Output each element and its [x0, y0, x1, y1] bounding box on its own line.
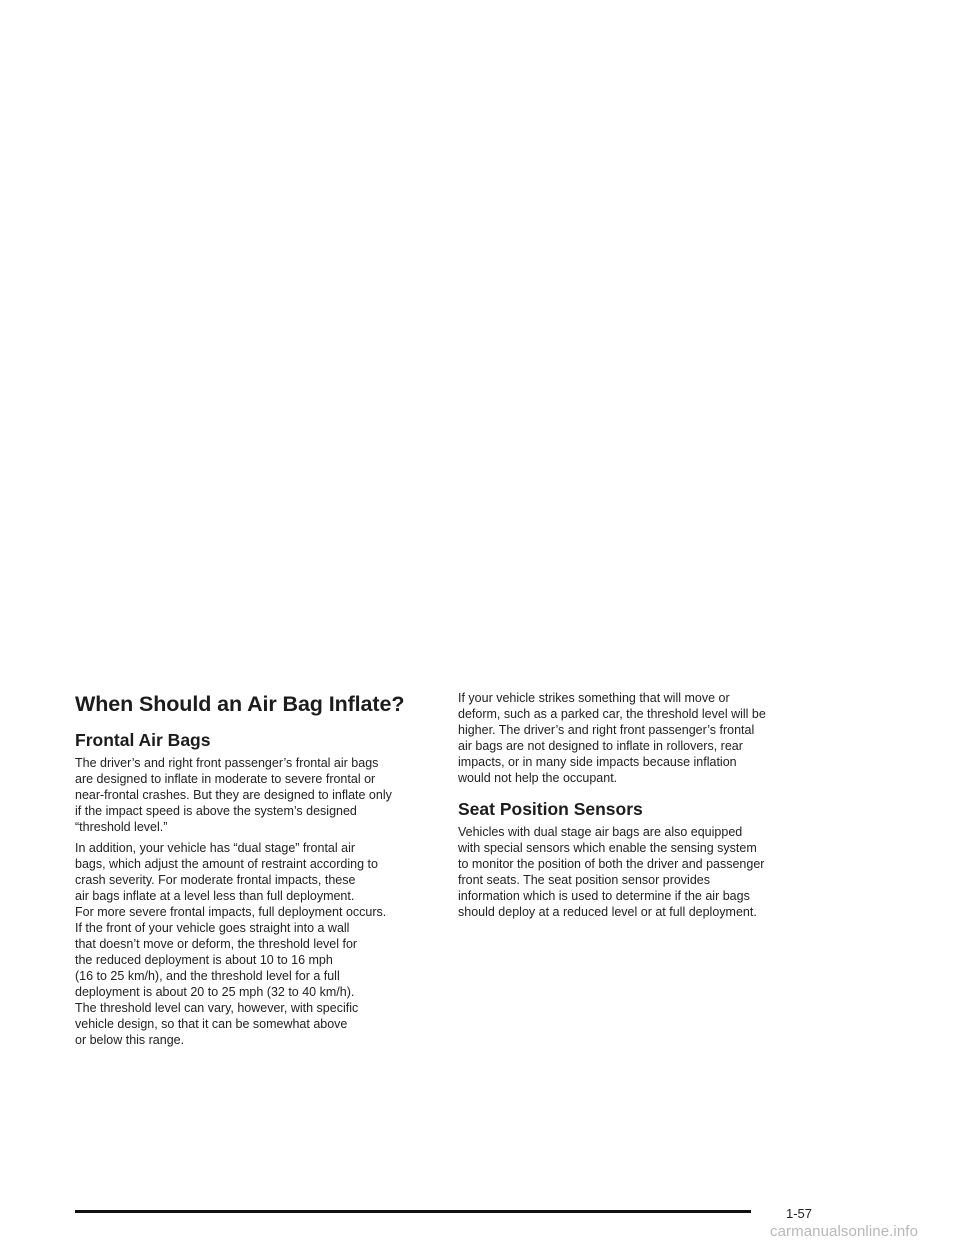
- frontal-paragraph-continuation: If your vehicle strikes something that will move or deform, such as a parked car, the threshold level will be higher. The driver’s and right front passenger’s frontal air bags are not designed to inflate in rollovers, rear impacts, or in many side impacts because inflation would not help the occupant.: [458, 691, 766, 785]
- footer-rule: [75, 1210, 751, 1213]
- seat-sensors-paragraph: Vehicles with dual stage air bags are also equipped with special sensors which enable the sensing system to monitor the position of both the driver and passenger front seats. The seat position sensor provides information which is used to determine if the air bags should deploy at a reduced level or at full deployment.: [458, 825, 765, 919]
- left-column: [75, 690, 447, 1053]
- frontal-paragraph-1: The driver’s and right front passenger’s frontal air bags are designed to inflate in moderate to severe frontal or near-frontal crashes. But they are designed to inflate only if the impact speed is above the system’s designed “threshold level.”: [75, 756, 392, 834]
- watermark-text: carmanualsonline.info: [770, 1223, 919, 1240]
- section-heading-frontal-air-bags: Frontal Air Bags: [75, 730, 211, 750]
- section-heading-seat-position-sensors: Seat Position Sensors: [458, 799, 643, 819]
- page-number: 1-57: [786, 1206, 813, 1221]
- right-column: [458, 690, 830, 925]
- page-title: When Should an Air Bag Inflate?: [75, 692, 405, 716]
- frontal-paragraph-2: In addition, your vehicle has “dual stage” frontal air bags, which adjust the amount of restraint according to crash severity. For moderate frontal impacts, these air bags inflate at a level less than full deployment. For more severe frontal impacts, full deployment occurs. If the front of your vehicle goes straight into a wall that doesn’t move or deform, the threshold level for the reduced deployment is about 10 to 16 mph (16 to 25 km/h), and the threshold level for a full deployment is about 20 to 25 mph (32 to 40 km/h). The threshold level can vary, however, with specific vehicle design, so that it can be somewhat above or below this range.: [75, 841, 387, 1047]
